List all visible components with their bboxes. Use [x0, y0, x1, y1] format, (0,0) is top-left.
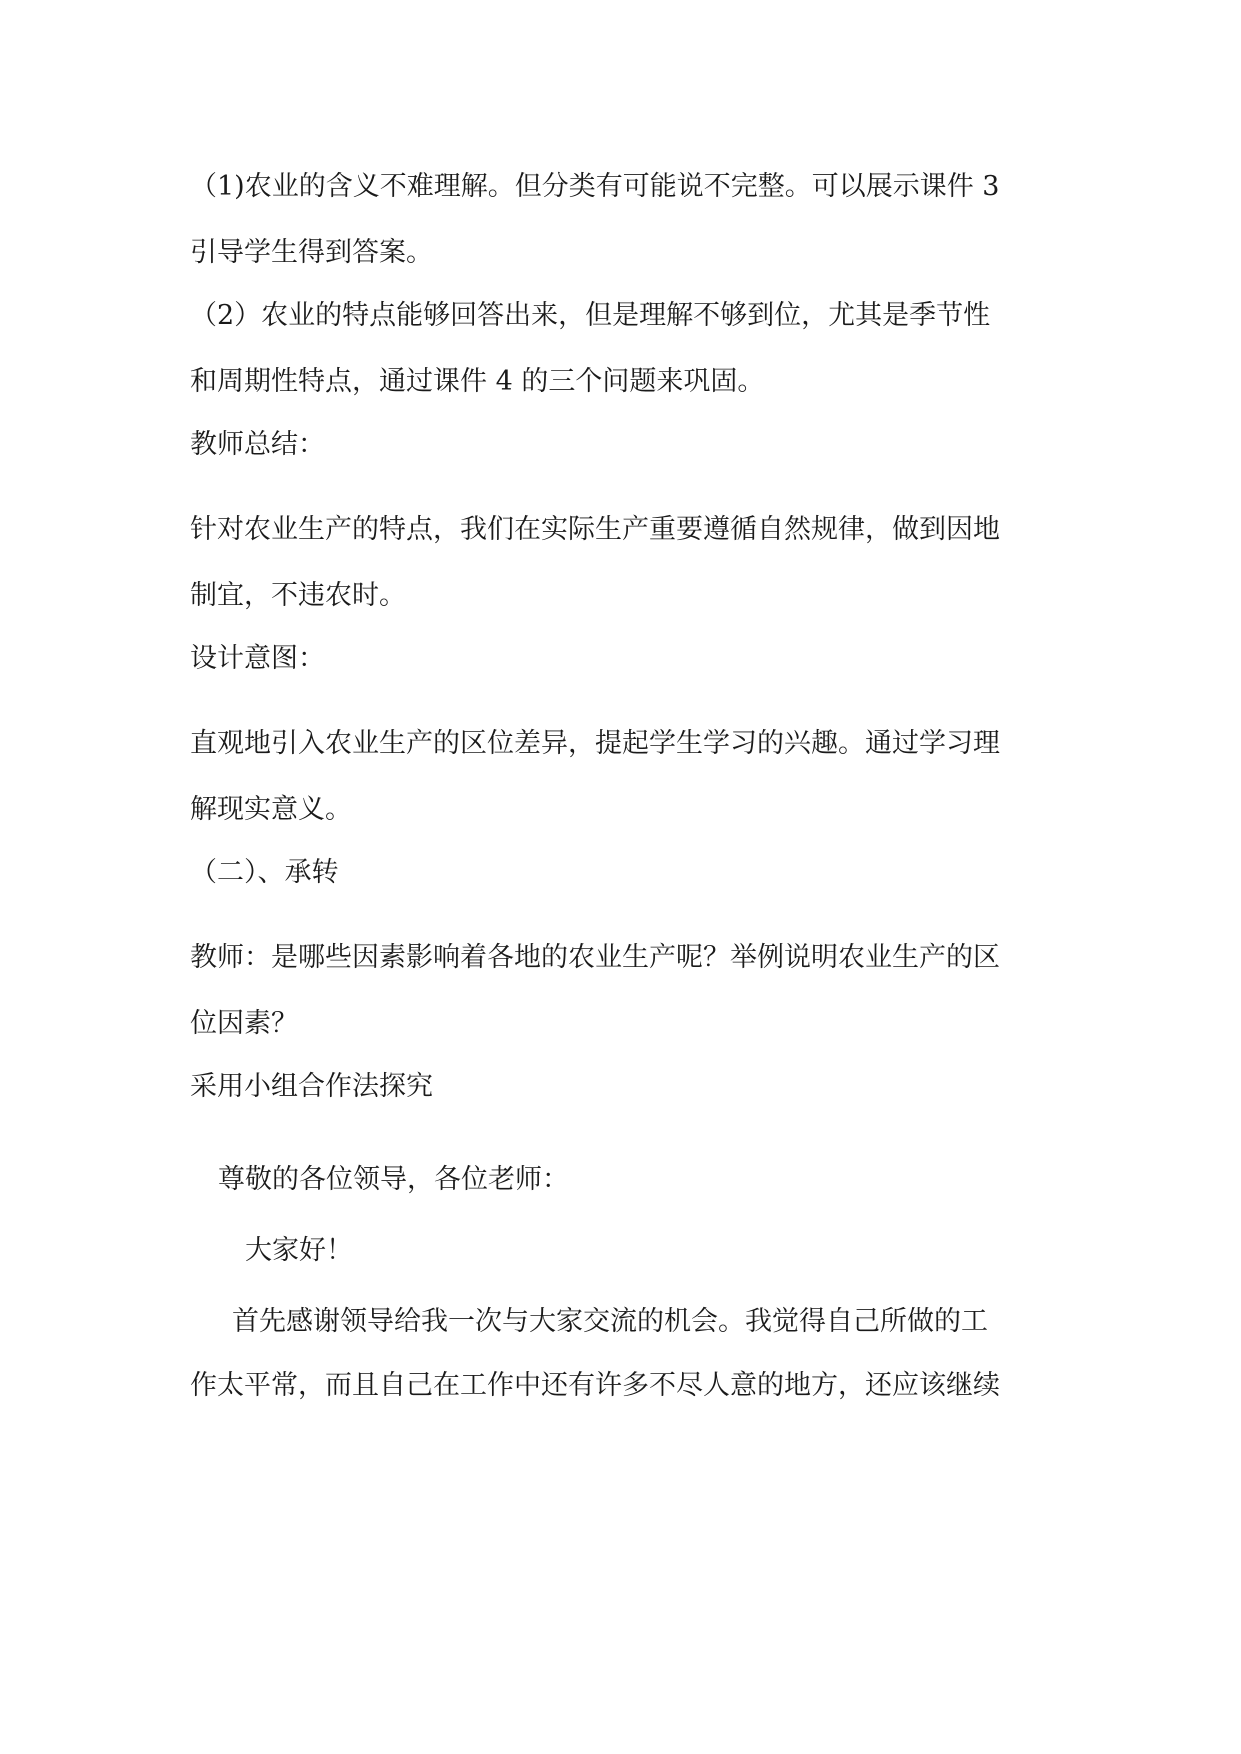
paragraph-summary	[190, 497, 1060, 629]
text-line: 位因素？	[190, 1008, 298, 1039]
text-line: 作太平常，而且自己在工作中还有许多不尽人意的地方，还应该继续	[190, 1370, 1000, 1401]
text-line: 采用小组合作法探究	[190, 1071, 433, 1102]
text-line: 设计意图：	[190, 643, 325, 674]
text-line: 直观地引入农业生产的区位差异，提起学生学习的兴趣。通过学习理	[190, 728, 1000, 759]
heading-transition	[190, 840, 1060, 906]
text-line: 教师：是哪些因素影响着各地的农业生产呢？举例说明农业生产的区	[190, 942, 1000, 973]
text-line: 制宜，不违农时。	[190, 580, 406, 611]
paragraph-salutation	[218, 1148, 1088, 1212]
paragraph-greeting	[245, 1219, 1115, 1283]
text-line: 和周期性特点，通过课件 4 的三个问题来巩固。	[190, 366, 765, 397]
heading-teacher-summary	[190, 412, 1060, 478]
text-line: 教师总结：	[190, 429, 325, 460]
text-line: （1)农业的含义不难理解。但分类有可能说不完整。可以展示课件 3	[190, 171, 1000, 202]
paragraph-course-note-2	[190, 283, 1060, 415]
text-line: 引导学生得到答案。	[190, 237, 433, 268]
text-line: 尊敬的各位领导，各位老师：	[218, 1164, 569, 1195]
heading-design-intent	[190, 626, 1060, 692]
text-line: （2）农业的特点能够回答出来，但是理解不够到位，尤其是季节性	[190, 300, 991, 331]
paragraph-course-note-1	[190, 154, 1060, 286]
paragraph-thanks	[190, 1290, 1060, 1418]
paragraph-teacher-question	[190, 925, 1060, 1057]
text-line: 大家好！	[245, 1235, 353, 1266]
text-line: 解现实意义。	[190, 794, 352, 825]
paragraph-design-intent	[190, 711, 1060, 843]
paragraph-group-inquiry	[190, 1054, 1060, 1120]
text-line: 首先感谢领导给我一次与大家交流的机会。我觉得自己所做的工	[232, 1306, 988, 1337]
text-line: （二）、承转	[190, 857, 339, 888]
text-line: 针对农业生产的特点，我们在实际生产重要遵循自然规律，做到因地	[190, 514, 1000, 545]
